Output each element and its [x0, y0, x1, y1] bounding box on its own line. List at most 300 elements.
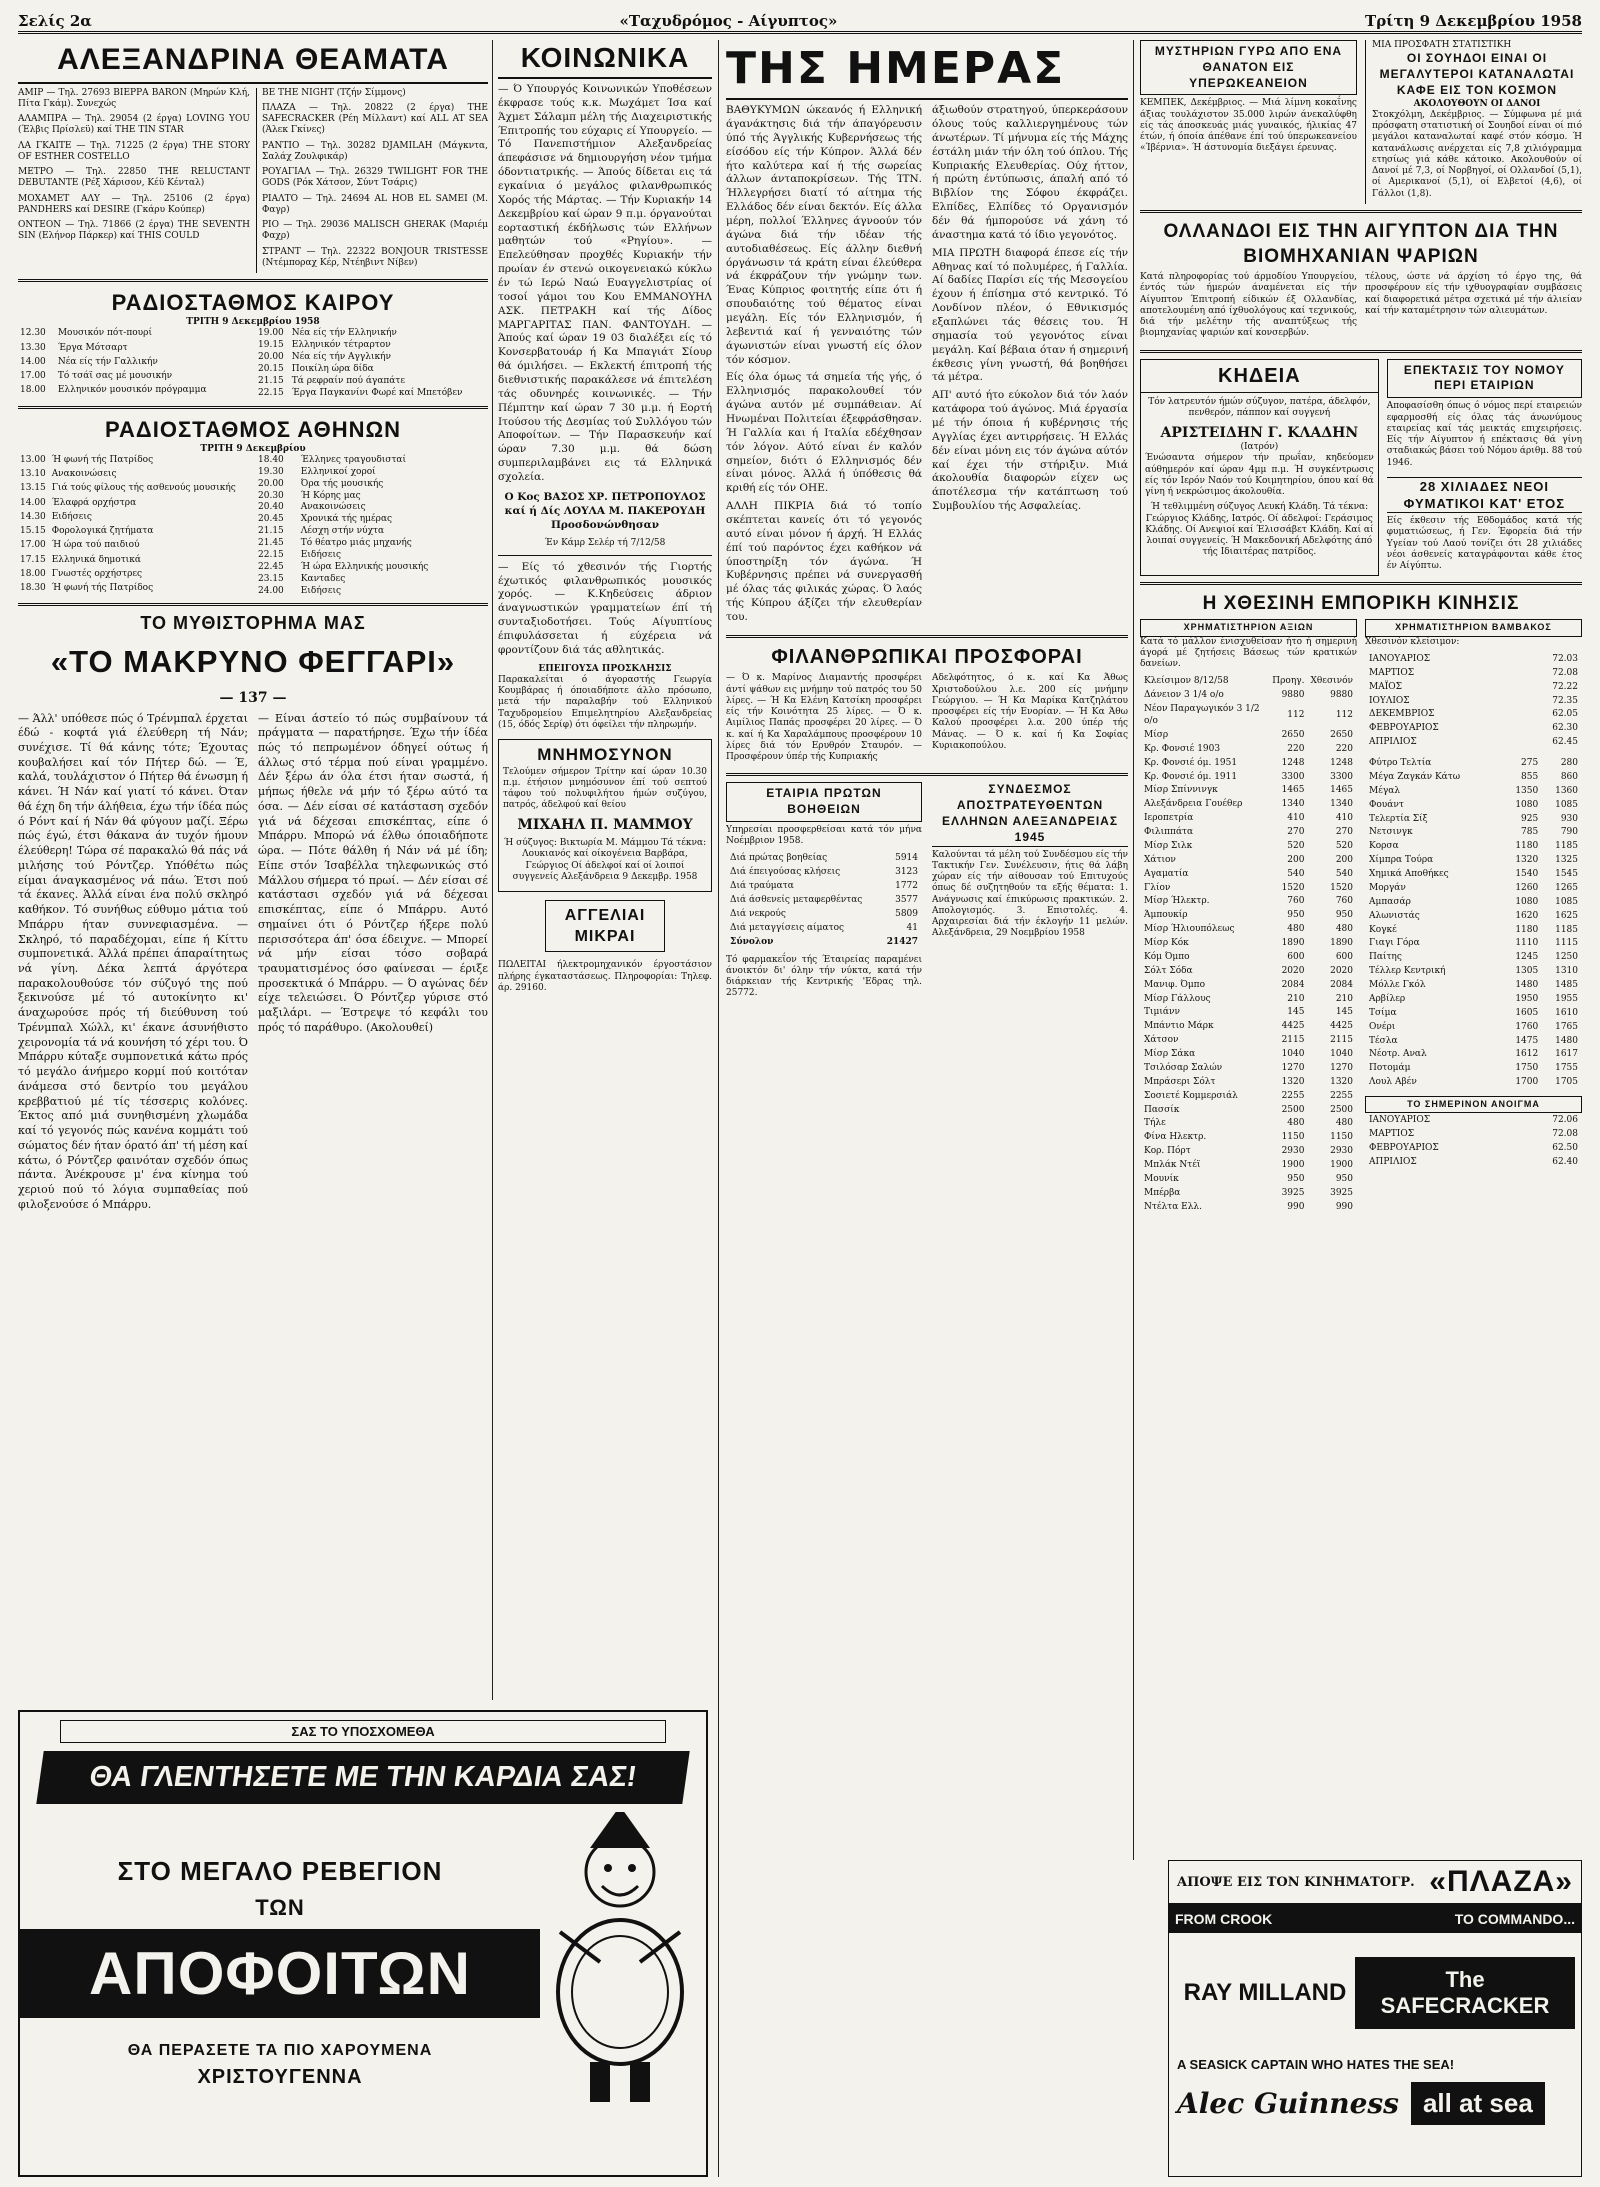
- goods-row-value: 1350: [1515, 785, 1539, 796]
- stock-row-value: 1248: [1281, 757, 1305, 768]
- schedule-row: 18.00 Γνωστές ορχήστρες: [20, 568, 143, 579]
- goods-row-value: 1545: [1555, 869, 1578, 880]
- cotton-exchange: [1365, 619, 1582, 1215]
- stock-row-label: Νέον Παραγωγικόν 3 1/2 ο/ο: [1144, 704, 1260, 727]
- stock-row: [1142, 855, 1355, 867]
- stock-header-row: Κλείσιμον 8/12/58 Προηγ. Χθεσινόν: [1144, 676, 1353, 687]
- column-day: [726, 40, 1128, 2170]
- goods-row-label: Μέγαλ: [1369, 785, 1401, 796]
- stock-row-value: 1890: [1330, 938, 1353, 949]
- open-row: [1367, 1129, 1580, 1141]
- goods-row-value: 1320: [1515, 855, 1539, 866]
- stock-row-value: 950: [1335, 1173, 1353, 1184]
- goods-row-label: Γιαγι Γόρα: [1369, 938, 1420, 949]
- cotton-row-value: 72.08: [1552, 667, 1578, 678]
- stock-row: [1142, 690, 1355, 702]
- theater-entry: ΜΕΤΡΟ — Τηλ. 22850 THE RELUCTANT DEBUTANTE (Ρέξ Χάρισον, Κέϋ Κένταλ): [18, 167, 250, 189]
- stock-row-label: Μανιφ. Όμπο: [1144, 979, 1206, 990]
- novel-title: «ΤΟ ΜΑΚΡΥΝΟ ΦΕΓΓΑΡΙ»: [50, 644, 456, 680]
- goods-row: [1367, 883, 1580, 895]
- ad-header: ΣΑΣ ΤΟ ΥΠΟΣΧΟΜΕΘΑ: [60, 1720, 666, 1743]
- movie-star: RAY MILLAND: [1183, 1979, 1347, 2006]
- cotton-row: [1367, 668, 1580, 680]
- stock-row-value: 2020: [1281, 965, 1305, 976]
- goods-row: [1367, 911, 1580, 923]
- stock-row-label: Δάνειον 3 1/4 ο/ο: [1144, 690, 1224, 701]
- day-title: ΤΗΣ ΗΜΕΡΑΣ: [726, 40, 1128, 100]
- funeral-notice: [1140, 359, 1379, 577]
- goods-row: [1367, 772, 1580, 784]
- stock-row-value: 210: [1335, 993, 1353, 1004]
- mysterious-title: ΜΥΣΤΗΡΙΩΝ ΓΥΡΩ ΑΠΟ ΕΝΑ ΘΑΝΑΤΟΝ ΕΙΣ ΥΠΕΡΩΚΕΑΝΕΙΟΝ: [1140, 40, 1357, 95]
- stock-row-label: Μίσρ Κόκ: [1144, 938, 1189, 949]
- movie-subtitle: A SEASICK CAPTAIN WHO HATES THE SEA!: [1177, 2057, 1455, 2072]
- schedule-row: 14.00 Έλαφρά ορχήστρα: [20, 497, 137, 508]
- funeral-role: (Ιατρόν): [1240, 442, 1279, 452]
- goods-row-value: 1612: [1515, 1049, 1539, 1060]
- cotton-row: [1367, 654, 1580, 666]
- stock-row-value: 520: [1335, 840, 1353, 851]
- schedule-row: 20.45 Χρονικά τής ημέρας: [258, 514, 393, 525]
- stock-row-value: 4425: [1330, 1021, 1353, 1032]
- stock-row-value: 2115: [1281, 1035, 1305, 1046]
- stock-row-value: 200: [1335, 854, 1353, 865]
- ad-big-title: ΑΠΟΦΟΙΤΩΝ: [20, 1929, 540, 2018]
- stock-row-value: 1900: [1281, 1160, 1305, 1171]
- stock-row-value: 3925: [1330, 1187, 1353, 1198]
- stock-row-value: 410: [1287, 813, 1305, 824]
- goods-row-label: Κορσα: [1369, 841, 1399, 852]
- schedule-row: 21.15 Τά ρεφραίν πού άγαπάτε: [258, 375, 406, 386]
- stock-row-value: 1520: [1281, 882, 1305, 893]
- memorial-family: Ή σύζυγος: Βικτωρία Μ. Μάμμου Τά τέκνα: Λουκιανός καί οίκογένεια Βαρβάρα, Γεώργιος Οί άδελφοί καί οί λοιποί συγγενείς Αλεξάνδρεια 9 Δεκεμβρ. 1958: [503, 838, 707, 882]
- day-body: [726, 104, 1128, 629]
- theater-entry: ΣΤΡΑΝΤ — Τηλ. 22322 BONJOUR TRISTESSE (Ντέμποραχ Κέρ, Ντέηβιντ Νίβεν): [261, 246, 488, 268]
- radio-athens-right: [256, 455, 488, 598]
- stock-row: [1142, 994, 1355, 1006]
- classifieds-box: [545, 900, 665, 952]
- day-left: [726, 104, 922, 629]
- coffee-subtitle: ΑΚΟΛΟΥΘΟΥΝ ΟΙ ΔΑΝΟΙ: [1413, 98, 1541, 109]
- goods-row-value: 1765: [1555, 1021, 1578, 1032]
- stock-row-value: 2020: [1330, 965, 1353, 976]
- stock-row-value: 1248: [1330, 757, 1353, 768]
- goods-row-value: 1085: [1555, 896, 1578, 907]
- theater-entry: ΡΙΟ — Τηλ. 29036 MALISCH GHERAK (Μαριέμ Φαχρ): [261, 220, 488, 242]
- schedule-row: 17.15 Ελληνικά δημοτικά: [20, 554, 141, 565]
- schedule-row: 17.00 Ή ώρα τού παιδιού: [20, 540, 140, 551]
- memorial-title: ΜΝΗΜΟΣΥΝΟΝ: [537, 745, 673, 765]
- stock-intro: Κατά τό μάλλον ένισχυθείσαν ήτο ή σημερινή άγορά μέ ζητήσεις Βάσεως τών κρατικών δανείων.: [1140, 636, 1357, 670]
- goods-row-value: 1110: [1515, 938, 1539, 949]
- schedule-row: 13.10 Ανακοινώσεις: [20, 469, 117, 480]
- stock-row-value: 2650: [1281, 729, 1305, 740]
- stock-row-value: 990: [1335, 1201, 1353, 1212]
- theater-entry: ΟΝΤΕΟΝ — Τηλ. 71866 (2 έργα) THE SEVENTH SIN (Ελήνορ Πάρκερ) καί THIS COULD: [18, 220, 250, 242]
- open-row-label: ΦΕΒΡΟΥΑΡΙΟΣ: [1369, 1143, 1439, 1154]
- radio-cairo-left: [18, 328, 250, 399]
- goods-row-value: 1185: [1555, 924, 1578, 935]
- cotton-row: [1367, 682, 1580, 694]
- charity-left: — Ό κ. Μαρίνος Διαμαντής προσφέρει άντί ψάθων εις μνήμην τού πατρός του 50 λίρες. — Ή Κα Ελένη Κατσίκη προσφέρει είς τήν Κοινότητα 25 λίρες. — Ό κ. Αιμίλιος Παπάς προσφέρει 20 λίρες. — Ό κ. καί ή Κα Χαραλάμπους προσφέρουν 10 λίρες διά τόν Ερυθρόν Σταυρόν. — Προσφέρουν ύπέρ τής Κυπριακής: [726, 673, 922, 763]
- stock-row-value: 220: [1335, 743, 1353, 754]
- goods-row-label: Αλωνιστάς: [1369, 910, 1420, 921]
- stock-row-label: Σοσιετέ Κομμερσιάλ: [1144, 1090, 1238, 1101]
- theater-entry: ΡΑΝΤΙΟ — Τηλ. 30282 DJAMILAH (Μάγκντα, Σαλάχ Ζουλφικάρ): [261, 140, 488, 162]
- stock-row: [1142, 924, 1355, 936]
- stock-row: [1142, 772, 1355, 784]
- stock-row-value: 1270: [1281, 1062, 1305, 1073]
- newspaper-name: «Ταχυδρόμος - Αίγυπτος»: [619, 11, 838, 30]
- open-table: [1365, 1113, 1582, 1171]
- funeral-intro: Τόν λατρευτόν ήμών σύζυγον, πατέρα, άδελφόν, πενθερόν, πάππον καί συγγενή: [1148, 397, 1371, 419]
- cotton-row: [1367, 737, 1580, 749]
- schedule-row: 13.15 Γιά τούς φίλους τής ασθενούς μουσικής: [20, 483, 236, 494]
- funeral-name: ΑΡΙΣΤΕΙΔΗΝ Γ. ΚΛΑΔΗΝ: [1160, 424, 1359, 441]
- stock-row-value: 1320: [1330, 1076, 1353, 1087]
- novel-text-left: — Άλλ' υπόθεσε πώς ό Τρένμπαλ έρχεται έδώ - κοφτά γιά έλεύθερη τή Νάν; συνέχισε. Τί θά κάνης τότε; Έχουτας κουβαλήσει καί τόν Πήτερ δώ. — Έ, καλά, τουλάχιστον ό Πήτερ θά ένωσμη ή κάνει. Ή Νάν καί γιατί τό κάνει. Όταν θά έχη δη τήν άλήθεια, έχω τήν ίδέα πώς ό Ρόντ καί ή Νάν θά φύγουν μαζί. Ξέρω πώς έγώ, έτσι θάκανα άν τυχόν ήμουν έλεύθερη! Τώρα σέ παρακαλώ θά πάς νά μιλήσης τού Ρόντζερ. Υπόθέτω πώς είμαι άναγκασμένος νά πάω. Έτσι πού τά έκανες. Άλλά είναι ένα πολύ σκληρό καθήκον. Τό συνήθως εύθυμο μάτια τού Μπάρρυ ήταν συννεφιασμένα. — Σκληρό, τό παραδέχομαι, είπε ή Κίττυ συμπονετικά. Άλλά πρέπει άπαραίτητως νά γίνη. Δέκα λεπτά άργότερα παρακολουθούσε τόν σύζυγό της πού ξεκινούσε μέ τό αυτοκίνητο κι' άναχωρούσε πρός τή διεύθυνση τού Τρένμπαλ Χώλλ, κι' έκανε άσυνήθιστο χειρονομία τά νά κουνήση τό χέρι του. Ό Μπάρρυ κύταξε συμπονετικά κάτω πρός τό μεγάλο άνήμερο κορμί πού κοιτόταν άνάμεσα στό δεντρίο του μεγάλου κρεββατιού μέ τίς τέσσερις κολόνες. Έκτος από μιά συνηθισμένη χλωμάδα καί τό γεγονός πώς κανένα κομμάτι τού σώματος δέν ήταν όρατό άπ' τή μέση καί κάτω, ό Ρόντζερ φαινόταν σχεδόν όπως πάντα. Άνέκρουσε μ' ένα κίνημα τού χεριού πού τό λόγια συμπαθείας πού φιλοξενούσε ό Μπάρρυ.: [18, 711, 248, 1211]
- goods-row: [1367, 1036, 1580, 1048]
- stock-row: [1142, 799, 1355, 811]
- goods-row-value: 1115: [1555, 938, 1578, 949]
- schedule-row: 23.15 Κανταδες: [258, 573, 346, 584]
- stock-row-label: Μίσρ Σάκα: [1144, 1049, 1196, 1060]
- schedule-row: 19.30 Ελληνικοί χοροί: [258, 466, 376, 477]
- theaters-title: ΑΛΕΞΑΝΔΡΙΝΑ ΘΕΑΜΑΤΑ: [18, 40, 488, 84]
- theater-entry: ΠΛΑΖΑ — Τηλ. 20822 (2 έργα) THE SAFECRACKER (Ρέη Μίλλαντ) καί ALL AT SEA (Άλεκ Γκίνες): [261, 102, 488, 136]
- day-text: ΜΙΑ ΠΡΩΤΗ διαφορά έπεσε είς τήν Αθηνας καί τό πολυμέρες, ή Γαλλία. Αί δαδίες Παρίσι είς τής Μεσογείου έχουν ή έπίσημα στό κεντρικό. Τό Λονδίνον πλέον, ό Εθνικισμός εξαπλώνει τάς θέσεις του. Ή σημασία τού γεγονότος είναι μεγάλη. Καί βέβαια όταν ή σημερινή έκθεσις γίνη γνωστή, θά βοηθήσει τά μέτρα.: [932, 246, 1128, 384]
- stock-row-value: 270: [1335, 827, 1353, 838]
- stock-row-value: 200: [1287, 854, 1305, 865]
- stock-row-value: 950: [1287, 910, 1305, 921]
- stock-row-value: 3300: [1281, 771, 1305, 782]
- stock-row-value: 1040: [1281, 1049, 1305, 1060]
- stock-row: [1142, 1174, 1355, 1186]
- companies-text: Αποφασίσθη όπως ό νόμος περί εταιρειών εφαρμοσθή είς όλας τάς άνωνύμους εταιρείας καί τάς μεικτάς επιχειρήσεις. Είς τήν Αίγυπτον ή επέκτασις θά γίνη σταδιακώς βάσει τού Νόμου άριθμ. 88 τού 1946.: [1386, 401, 1582, 468]
- stock-row-value: 480: [1335, 1118, 1353, 1129]
- goods-row-label: Μέγα Ζαγκάν Κάτω: [1369, 771, 1461, 782]
- first-aid-table: [726, 851, 922, 950]
- stock-title: ΧΡΗΜΑΤΙΣΤΗΡΙΟΝ ΑΞΙΩΝ: [1140, 619, 1357, 636]
- first-aid-row: Διά έπειγούσας κλήσεις 3123: [730, 867, 918, 878]
- goods-row-value: 1265: [1555, 882, 1578, 893]
- goods-row: [1367, 897, 1580, 909]
- ad-footer-line2: ΧΡΙΣΤΟΥΓΕΝΝΑ: [197, 2065, 363, 2088]
- funeral-row: [1140, 359, 1582, 577]
- movie-to: TO COMMANDO...: [1454, 1911, 1575, 1927]
- stock-row-label: Αγαματία: [1144, 868, 1189, 879]
- cotton-row-label: ΙΑΝΟΥΑΡΙΟΣ: [1369, 653, 1431, 664]
- stock-row-label: Μίσρ: [1144, 729, 1169, 740]
- cotton-row: [1367, 696, 1580, 708]
- funeral-mourners: Ή τεθλιμμένη σύζυγος Λευκή Κλάδη. Τά τέκνα: Γεώργιος Κλάδης, Ιατρός. Οί άδελφοί: Γεράσιμος Κλάδης. Οί Ανεψιοί καί Έλισσάβετ Κλάδη. Καί αί λοιπαί συγγενείς. Ή Μακεδονική Αδελφότης άπό τής Ιδιαιτέρας πατρίδος.: [1145, 502, 1374, 558]
- stock-row-value: 2084: [1281, 979, 1305, 990]
- first-aid-intro: Υπηρεσίαι προσφερθείσαι κατά τόν μήνα Νοέμβριον 1958.: [726, 824, 922, 847]
- first-aid-section: [726, 782, 922, 1003]
- stock-row-value: 2930: [1330, 1146, 1353, 1157]
- goods-row: [1367, 952, 1580, 964]
- first-aid-footer: Τό φαρμακεΐον τής Έταιρείας παραμένει άνοικτόν δι' όλην τήν νύκτα, κατά τήν διάρκειαν τής Κεντρικής 'Εδρας τηλ. 25772.: [726, 954, 922, 999]
- stock-row-label: Μίσρ Γάλλους: [1144, 993, 1211, 1004]
- cotton-table: [1365, 652, 1582, 751]
- radio-athens-title: ΡΑΔΙΟΣΤΑΘΜΟΣ ΑΘΗΝΩΝ: [104, 416, 402, 442]
- goods-row-value: 925: [1521, 813, 1539, 824]
- goods-row-label: Ονέρι: [1369, 1021, 1396, 1032]
- plaza-movie-ad: [1168, 1860, 1582, 2177]
- goods-row-value: 1755: [1555, 1063, 1578, 1074]
- stock-row-value: 540: [1287, 868, 1305, 879]
- stock-row-value: 480: [1335, 924, 1353, 935]
- stock-row-label: Χάτσον: [1144, 1035, 1179, 1046]
- goods-table: [1365, 756, 1582, 1091]
- dutch-body: [1140, 272, 1582, 344]
- stock-row: [1142, 952, 1355, 964]
- stock-row-value: 270: [1287, 827, 1305, 838]
- coffee-text: Στοκχόλμη, Δεκέμβριος. — Σύμφωνα μέ μιά πρόσφατη στατιστική οί Σουηδοί είναι οί πιό μεγάλοι καταναλωταί καφέ στόν κόσμο. Ή κατανάλωσις ανέρχεται είς 7,8 χιλιόγραμμα ετησίως γιά κάθε κάτοικο. Ακολουθούν οί Δανοί μέ 7,3, οί Νορβηγοί, οί Ολλανδοί (5,1), οί Αμερικανοί (5,1), οί Ελβετοί (4,6), οί Γάλλοι (1,8).: [1371, 109, 1582, 199]
- cotton-row-label: ΙΟΥΛΙΟΣ: [1369, 695, 1410, 706]
- stock-row-value: 210: [1287, 993, 1305, 1004]
- page-number: Σελίς 2α: [18, 11, 92, 30]
- goods-row-value: 1360: [1555, 785, 1578, 796]
- cotton-row-label: ΔΕΚΕΜΒΡΙΟΣ: [1369, 709, 1435, 720]
- schedule-row: 14.00 Νέα είς τήν Γαλλικήν: [20, 356, 158, 367]
- open-row-value: 72.06: [1552, 1115, 1578, 1126]
- stock-row: [1142, 1132, 1355, 1144]
- coffee-kicker: ΜΙΑ ΠΡΟΣΦΑΤΗ ΣΤΑΤΙΣΤΙΚΗ: [1371, 40, 1512, 50]
- top-stories: [1140, 40, 1582, 204]
- open-row: [1367, 1157, 1580, 1169]
- goods-row-value: 1080: [1515, 799, 1539, 810]
- funeral-title: ΚΗΔΕΙΑ: [1141, 360, 1378, 393]
- theater-entry: ΜΟΧΑΜΕΤ ΑΛΥ — Τηλ. 25106 (2 έργα) PANDHERS καί DESIRE (Γκάρυ Κούπερ): [18, 193, 250, 215]
- goods-row: [1367, 925, 1580, 937]
- schedule-row: 21.15 Λέσχη στήν νύχτα: [258, 526, 385, 537]
- movie-header-left: ΑΠΟΨΕ ΕΙΣ ΤΟΝ ΚΙΝΗΜΑΤΟΓΡ.: [1177, 1874, 1415, 1890]
- stock-row-label: Κόμ Όμπο: [1144, 951, 1190, 962]
- cotton-row-value: 62.05: [1552, 709, 1578, 720]
- first-aid-title: ΕΤΑΙΡΙΑ ΠΡΩΤΩΝ ΒΟΗΘΕΙΩΝ: [726, 782, 922, 822]
- urgent-notice-text: Παρακαλείται ό άγοραστής Γεωργία Κουμβάρας ή όποιαδήποτε άλλο πρόσωπο, μετά τήν παραλαβήν τού Ελληνικού Ταχυδρομείου Επιμελητηρίου Αλεξανδρείας (15, όδός Σερίφ) ότι όφείλει τήν πληρωμήν.: [498, 674, 712, 730]
- stock-row-value: 1890: [1281, 938, 1305, 949]
- stock-row-value: 760: [1335, 896, 1353, 907]
- goods-row-value: 1310: [1555, 966, 1578, 977]
- goods-row-label: Αμπασάρ: [1369, 896, 1411, 907]
- stock-row-value: 9880: [1330, 690, 1353, 701]
- stock-row-value: 1270: [1330, 1062, 1353, 1073]
- stock-row: [1142, 758, 1355, 770]
- stock-row-label: Κορ. Πόρτ: [1144, 1146, 1191, 1157]
- open-row: [1367, 1143, 1580, 1155]
- stock-row-value: 2255: [1281, 1090, 1305, 1101]
- novel-installment: — 137 —: [219, 690, 287, 707]
- stock-row-value: 1340: [1330, 799, 1353, 810]
- goods-row-value: 1260: [1515, 882, 1539, 893]
- dutch-right: τέλους, ώστε νά άρχίση τό έργο της, θά προσφέρουν είς τήν ιχθυογραφίαν συμβάσεις καί διαφορετικά μέτρα σχετικά μέ τήν άλιείαν καί τήν καταμέτρησιν τών αλιευμάτων.: [1365, 272, 1582, 316]
- movie-cinema-name: «ΠΛΑΖΑ»: [1429, 1865, 1573, 1898]
- schedule-row: 24.00 Ειδήσεις: [258, 585, 342, 596]
- column-entertainment: [18, 40, 488, 1700]
- goods-row: [1367, 980, 1580, 992]
- schedule-row: 20.15 Ποικίλη ώρα δίδα: [258, 364, 374, 374]
- stock-row-value: 9880: [1281, 690, 1305, 701]
- open-row-value: 62.40: [1552, 1156, 1578, 1167]
- stock-row-value: 4425: [1281, 1021, 1305, 1032]
- stock-row: [1142, 896, 1355, 908]
- goods-row-value: 275: [1521, 758, 1539, 769]
- goods-row-value: 1625: [1555, 910, 1578, 921]
- goods-row-label: Τέλλερ Κεντρική: [1369, 966, 1446, 977]
- radio-athens-date: ΤΡΙΤΗ 9 Δεκεμβρίου: [200, 443, 306, 454]
- schedule-row: 14.30 Ειδήσεις: [20, 511, 92, 522]
- stock-row: [1142, 910, 1355, 922]
- stock-row-value: 1150: [1330, 1132, 1353, 1143]
- stock-row-value: 600: [1287, 951, 1305, 962]
- goods-row-value: 1485: [1555, 980, 1578, 991]
- first-aid-row: Διά πρώτας βοηθείας 5914: [730, 853, 918, 864]
- stock-exchange: [1140, 619, 1357, 1215]
- stock-row-label: Φιλιππάτα: [1144, 827, 1194, 838]
- goods-row: [1367, 994, 1580, 1006]
- stock-row: [1142, 1021, 1355, 1033]
- stock-table: [1140, 674, 1357, 1215]
- goods-row-value: 1325: [1555, 855, 1578, 866]
- stock-row: [1142, 1188, 1355, 1200]
- goods-row-label: Κογκέ: [1369, 924, 1397, 935]
- goods-row: [1367, 800, 1580, 812]
- stock-row-value: 600: [1335, 951, 1353, 962]
- stock-row-label: Σόλτ Σόδα: [1144, 965, 1193, 976]
- stock-row-value: 1150: [1281, 1132, 1305, 1143]
- stock-row-value: 2930: [1281, 1146, 1305, 1157]
- schedule-row: 20.40 Ανακοινώσεις: [258, 502, 366, 513]
- stock-row-value: 2084: [1330, 979, 1353, 990]
- radio-cairo-right: [256, 328, 488, 399]
- stock-row-label: Μπλάκ Ντέϊ: [1144, 1160, 1201, 1171]
- clown-drummer-illustration: [540, 1812, 700, 2112]
- column-rule: [492, 40, 493, 1700]
- theaters-right: [256, 88, 488, 274]
- stock-row: [1142, 966, 1355, 978]
- stock-row-value: 1320: [1281, 1076, 1305, 1087]
- stock-row-value: 1520: [1330, 882, 1353, 893]
- notices-row: [726, 782, 1128, 1003]
- mysterious-text: ΚΕΜΠΕΚ, Δεκέμβριος. — Μιά λίμνη κοκαΐνης άξιας τουλάχιστον 35.000 λιρών άνεκαλύφθη είς τάς άποσκευάς μιάς γυναικός, ήλικίας 47 έτών, ή όποία άπέθανε έπί τού ύπερωκεανείου «Ίβέρνια». Ή άστυνομία διεξάγει έρευνας.: [1140, 98, 1357, 154]
- goods-row-label: Τσίμα: [1369, 1007, 1397, 1018]
- open-row-value: 62.50: [1552, 1143, 1578, 1154]
- schedule-row: 18.30 Ή φωνή τής Πατρίδος: [20, 583, 154, 594]
- stock-row-label: Μουνίκ: [1144, 1173, 1179, 1184]
- ad-headline: ΘΑ ΓΛΕΝΤΗΣΕΤΕ ΜΕ ΤΗΝ ΚΑΡΔΙΑ ΣΑΣ!: [36, 1751, 689, 1804]
- cotton-row-label: ΑΠΡΙΛΙΟΣ: [1369, 737, 1417, 748]
- theaters-left: [18, 88, 250, 274]
- stock-row-value: 2500: [1330, 1104, 1353, 1115]
- goods-row-value: 1617: [1555, 1049, 1578, 1060]
- goods-row-value: 1605: [1515, 1007, 1539, 1018]
- goods-row-label: Παίτης: [1369, 952, 1402, 963]
- stock-row-label: Πασσίκ: [1144, 1104, 1180, 1115]
- stock-row-value: 990: [1287, 1201, 1305, 1212]
- stock-row: [1142, 827, 1355, 839]
- cotton-row-value: 72.03: [1552, 653, 1578, 664]
- stock-row: [1142, 1007, 1355, 1019]
- schedule-row: 20.00 Νέα είς τήν Αγγλικήν: [258, 352, 392, 363]
- funeral-text: Ένώσαντα σήμερον τήν πρωΐαν, κηδεύομεν αύθημερόν καί ώραν 4μμ π.μ. Ή συγκέντρωσις είς τόν Ιερόν Ναόν τού Κοιμητηρίου, όπου καί θά γίνη ή νεκρώσιμος άκολουθία.: [1145, 453, 1374, 497]
- cotton-intro: Χθεσινόν κλείσιμον:: [1365, 636, 1460, 647]
- goods-row-label: Ποτομάμ: [1369, 1063, 1411, 1074]
- goods-row-label: Αρβίλερ: [1369, 993, 1406, 1004]
- stock-row-label: Αλεξάνδρεια Γουέθερ: [1144, 799, 1243, 810]
- goods-row: [1367, 827, 1580, 839]
- goods-row-label: Μόλλε Γκόλ: [1369, 980, 1426, 991]
- wedding-announcement: Ο Κος ΒΑΣΟΣ ΧΡ. ΠΕΤΡΟΠΟΥΛΟΣ καί ή Δίς ΛΟΥΛΑ Μ. ΠΑΚΕΡΟΥΔΗ Προσδονώνθησαν: [504, 490, 706, 531]
- goods-row-value: 1250: [1555, 952, 1578, 963]
- stock-row-value: 145: [1287, 1007, 1305, 1018]
- stock-row-value: 760: [1287, 896, 1305, 907]
- goods-row-label: Μοργάν: [1369, 882, 1406, 893]
- coffee-story: [1365, 40, 1582, 204]
- goods-row-value: 1180: [1515, 924, 1539, 935]
- schedule-row: 12.30 Μουσικόν πότ-πουρί: [20, 328, 152, 339]
- schedule-row: 20.30 Ή Κόρης μας: [258, 490, 361, 501]
- goods-row: [1367, 1008, 1580, 1020]
- memorial-name: ΜΙΧΑΗΛ Π. ΜΑΜΜΟΥ: [517, 816, 693, 833]
- stock-row: [1142, 1063, 1355, 1075]
- goods-rows: [1367, 758, 1580, 1089]
- open-row-value: 72.08: [1552, 1129, 1578, 1140]
- stock-row-value: 145: [1335, 1007, 1353, 1018]
- classifieds-text: ΠΩΛΕΙΤΑΙ ήλεκτρομηχανικόν έργοστάσιον πλήρης έγκαταστάσεως. Πληροφορίαι: Τηλεφ. άρ. 29160.: [498, 960, 712, 993]
- ad-line1: ΣΤΟ ΜΕΓΑΛΟ ΡΕΒΕΓΙΟΝ: [117, 1855, 443, 1886]
- schedule-row: 19.15 Ελληνικόν τέτραρτον: [258, 340, 391, 351]
- stock-row-label: Ντέλτα Ελλ.: [1144, 1201, 1202, 1212]
- stock-row: [1142, 1160, 1355, 1172]
- cotton-title: ΧΡΗΜΑΤΙΣΤΗΡΙΟΝ ΒΑΜΒΑΚΟΣ: [1365, 619, 1582, 636]
- goods-row-label: Φουάντ: [1369, 799, 1404, 810]
- goods-row-label: Τελερτία Σίξ: [1369, 813, 1428, 824]
- goods-row-value: 855: [1521, 771, 1539, 782]
- stock-row-label: Κρ. Φονσιέ όμ. 1911: [1144, 771, 1238, 782]
- goods-row-value: 1620: [1515, 910, 1539, 921]
- goods-row: [1367, 1022, 1580, 1034]
- goods-row-value: 1245: [1515, 952, 1539, 963]
- issue-date: Τρίτη 9 Δεκεμβρίου 1958: [1365, 11, 1582, 30]
- charity-right: Αδελφότητος, ό κ. καί Κα Άθως Χριστοδούλου λ.ε. 200 είς μνήμην Γεώργιου. — Ή Κα Μαρίκα Κατζηλάτου προσφέρει είς τήν Ενορίαν. — Ή Κα Άθω Καλού προσφέρει λ.α. 200 ύπέρ τής Μάνας. — Ό κ. καί ή Κα Σοφίας Κυριακοπούλου.: [932, 673, 1128, 751]
- social-more: — Είς τό χθεσινόν τής Γιορτής έχωτικός φιλανθρωπικός μουσικός χορός. — Κ.Κηδεύσεις άδριον άναγνωστικών γραμματείων έπί τή συνταξιοδοτήσει. Τούς Αίγυπτίους έπιφυλάσσεται ή εύχέρεια νά φροντίζουν διά τάς αθλητικάς.: [498, 560, 712, 656]
- open-row: [1367, 1115, 1580, 1127]
- schedule-row: 22.15 Ειδήσεις: [258, 549, 342, 560]
- goods-row-value: 860: [1560, 771, 1578, 782]
- schedule-row: 18.00 Ελληνικόν μουσικόν πρόγραμμα: [20, 385, 207, 396]
- movie-star2: Alec Guinness: [1177, 2087, 1399, 2120]
- schedule-row: 19.00 Νέα είς τήν Ελληνικήν: [258, 328, 397, 339]
- stock-row-label: Κρ. Φονσιέ όμ. 1951: [1144, 757, 1238, 768]
- reveillon-ad: [18, 1710, 708, 2177]
- classifieds-title: ΑΓΓΕΛΙΑΙ: [564, 907, 646, 925]
- schedule-row: 17.00 Τό τσάϊ σας μέ μουσικήν: [20, 371, 173, 382]
- goods-row-label: Τέσλα: [1369, 1035, 1398, 1046]
- stock-row-value: 2255: [1330, 1090, 1353, 1101]
- goods-row-value: 1080: [1515, 896, 1539, 907]
- goods-row-value: 280: [1560, 758, 1578, 769]
- stock-row-label: Κρ. Φονσιέ 1903: [1144, 743, 1221, 754]
- schedule-row: 18.40 Έλληνες τραγουδισταί: [258, 454, 407, 465]
- cotton-row-label: ΜΑΪΟΣ: [1369, 681, 1403, 692]
- goods-row: [1367, 786, 1580, 798]
- goods-row-value: 1760: [1515, 1021, 1539, 1032]
- market-body: [1140, 619, 1582, 1215]
- goods-row: [1367, 758, 1580, 770]
- stock-row-value: 1040: [1330, 1049, 1353, 1060]
